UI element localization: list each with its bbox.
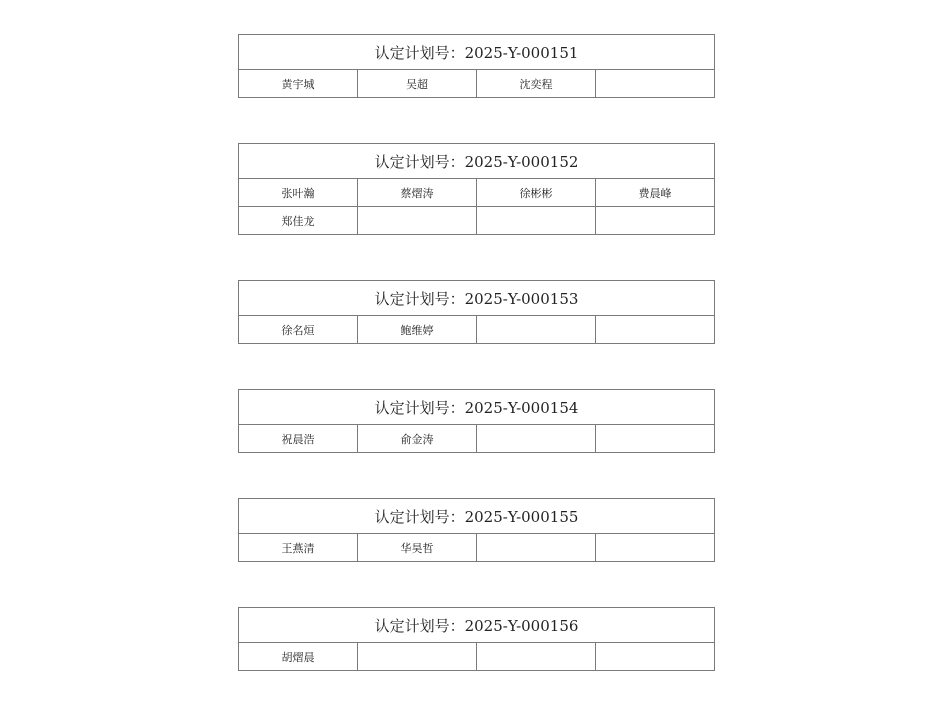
member-row bbox=[239, 207, 715, 235]
member-row bbox=[239, 534, 715, 562]
member-cell: 王燕清 bbox=[239, 534, 358, 562]
member-cell: 徐彬彬 bbox=[477, 179, 596, 207]
member-cell: 张叶瀚 bbox=[239, 179, 358, 207]
member-row bbox=[239, 70, 715, 98]
member-cell: 祝晨浩 bbox=[239, 425, 358, 453]
member-cell bbox=[477, 534, 596, 562]
plan-title: 认定计划号：2025-Y-000151 bbox=[239, 35, 715, 70]
plan-table bbox=[238, 607, 715, 671]
member-row bbox=[239, 643, 715, 671]
plan-table bbox=[238, 34, 715, 98]
plan-title: 认定计划号：2025-Y-000153 bbox=[239, 281, 715, 316]
member-cell bbox=[596, 425, 715, 453]
member-cell bbox=[358, 207, 477, 235]
member-cell: 胡熠晨 bbox=[239, 643, 358, 671]
member-cell bbox=[358, 643, 477, 671]
member-cell: 蔡熠涛 bbox=[358, 179, 477, 207]
member-cell bbox=[477, 207, 596, 235]
member-row bbox=[239, 179, 715, 207]
plan-table bbox=[238, 498, 715, 562]
member-cell: 华昊哲 bbox=[358, 534, 477, 562]
member-cell bbox=[477, 643, 596, 671]
plan-list bbox=[238, 34, 715, 671]
member-cell: 郑佳龙 bbox=[239, 207, 358, 235]
member-cell: 鲍维婷 bbox=[358, 316, 477, 344]
member-cell: 费晨峰 bbox=[596, 179, 715, 207]
member-row bbox=[239, 425, 715, 453]
member-cell bbox=[596, 316, 715, 344]
member-cell: 沈奕程 bbox=[477, 70, 596, 98]
member-row bbox=[239, 316, 715, 344]
plan-title: 认定计划号：2025-Y-000156 bbox=[239, 608, 715, 643]
member-cell bbox=[596, 70, 715, 98]
member-cell bbox=[596, 534, 715, 562]
member-cell: 吴超 bbox=[358, 70, 477, 98]
plan-title: 认定计划号：2025-Y-000155 bbox=[239, 499, 715, 534]
plan-table bbox=[238, 143, 715, 235]
member-cell bbox=[477, 425, 596, 453]
member-cell bbox=[596, 643, 715, 671]
plan-title: 认定计划号：2025-Y-000154 bbox=[239, 390, 715, 425]
member-cell bbox=[596, 207, 715, 235]
member-cell: 黄宇城 bbox=[239, 70, 358, 98]
member-cell bbox=[477, 316, 596, 344]
member-cell: 徐名烜 bbox=[239, 316, 358, 344]
plan-title: 认定计划号：2025-Y-000152 bbox=[239, 144, 715, 179]
plan-table bbox=[238, 389, 715, 453]
member-cell: 俞金涛 bbox=[358, 425, 477, 453]
plan-table bbox=[238, 280, 715, 344]
